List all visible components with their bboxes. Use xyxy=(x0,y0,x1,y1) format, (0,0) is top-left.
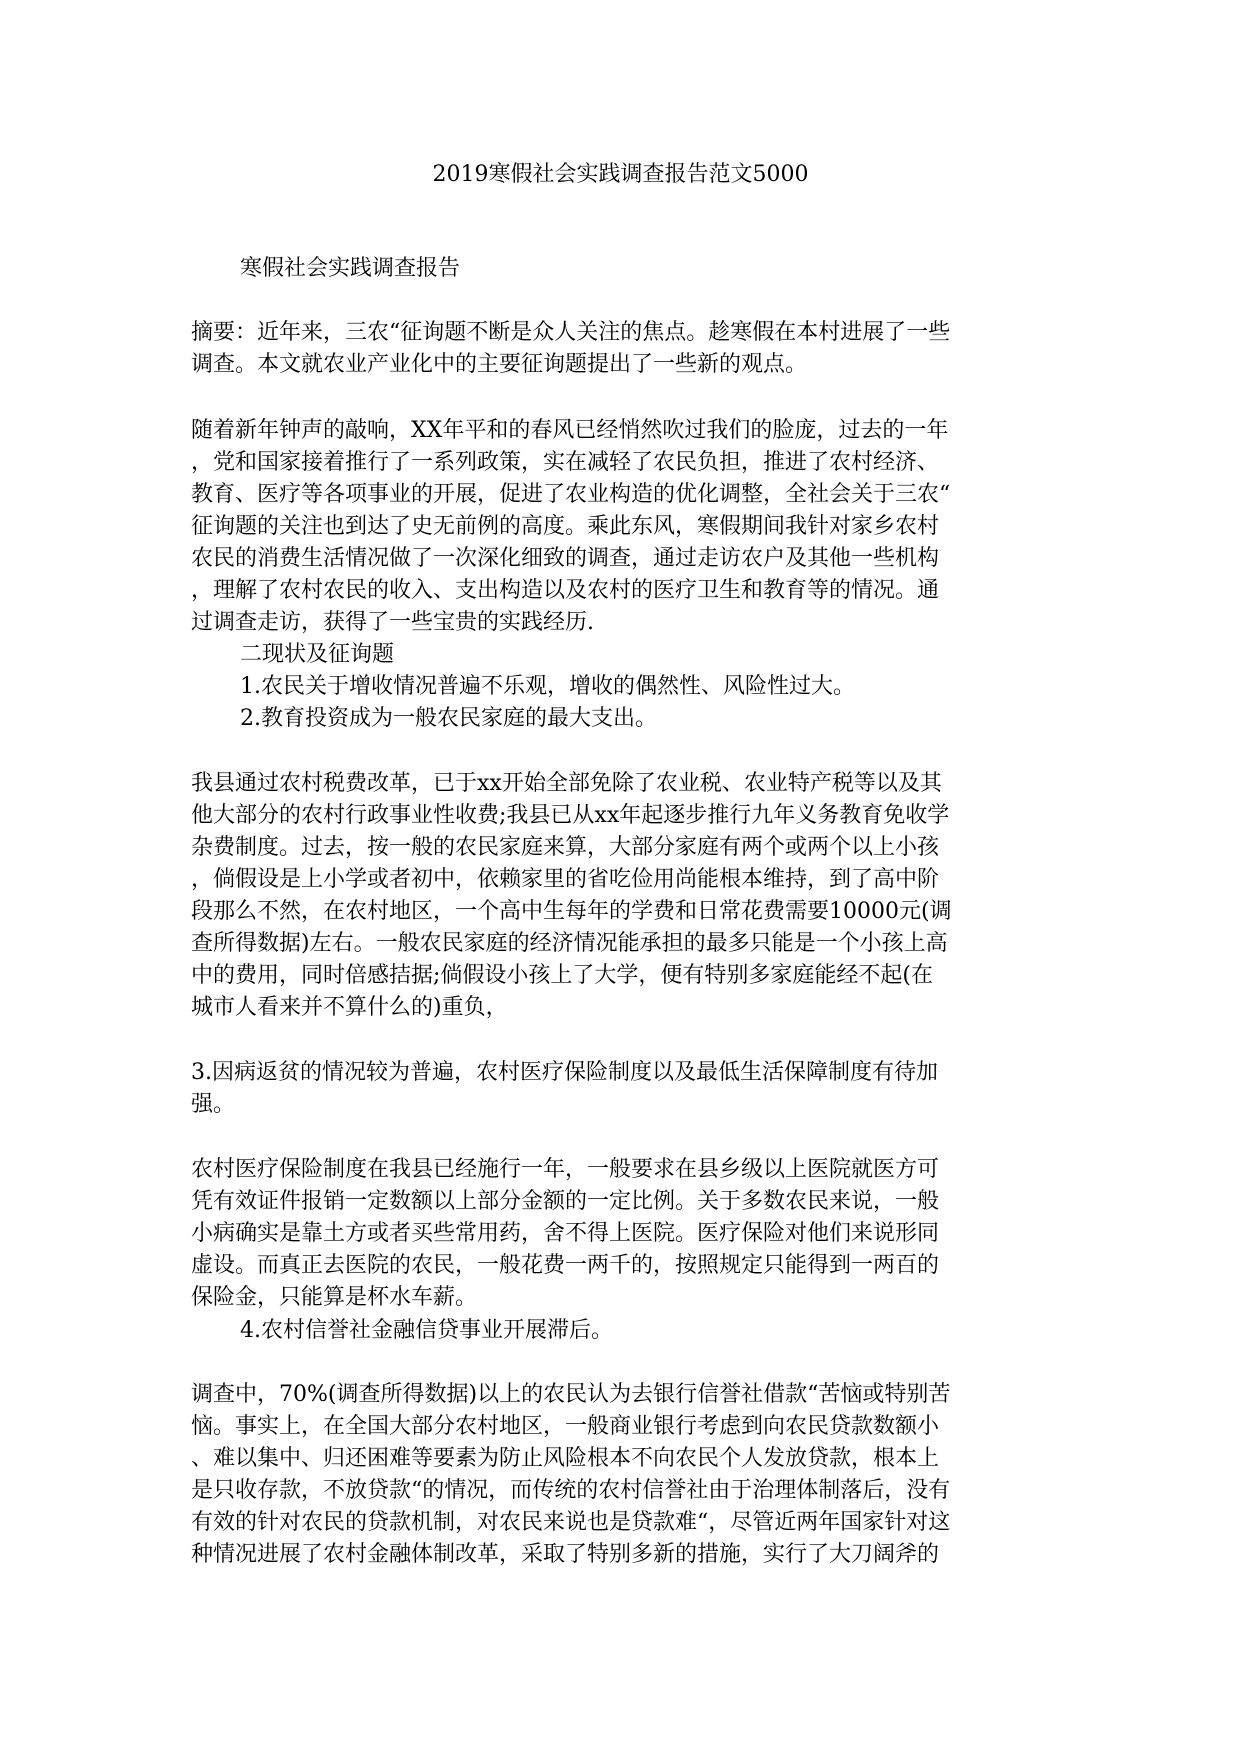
intro-line: ，理解了农村农民的收入、支出构造以及农村的医疗卫生和教育等的情况。通 xyxy=(191,578,940,603)
education-line: 我县通过农村税费改革，已于xx开始全部免除了农业税、农业特产税等以及其 xyxy=(191,771,942,796)
point-1: 1.农民关于增收情况普遍不乐观，增收的偶然性、风险性过大。 xyxy=(240,674,855,699)
education-line: 中的费用，同时倍感拮据;倘假设小孩上了大学，便有特别多家庭能经不起(在 xyxy=(191,963,933,988)
intro-line: ，党和国家接着推行了一系列政策，实在减轻了农民负担，推进了农村经济、 xyxy=(191,450,940,475)
medical-line: 小病确实是靠土方或者买些常用药，舍不得上医院。医疗保险对他们来说形同 xyxy=(191,1221,940,1246)
finance-line: 有效的针对农民的贷款机制，对农民来说也是贷款难“，尽管近两年国家针对这 xyxy=(191,1510,951,1535)
intro-line: 征询题的关注也到达了史无前例的高度。乘此东风，寒假期间我针对家乡农村 xyxy=(191,514,940,539)
finance-line: 是只收存款，不放贷款“的情况，而传统的农村信誉社由于治理体制落后，没有 xyxy=(191,1478,951,1503)
education-line: 查所得数据)左右。一般农民家庭的经济情况能承担的最多只能是一个小孩上高 xyxy=(191,931,948,956)
report-subtitle: 寒假社会实践调查报告 xyxy=(240,256,461,281)
point-3-line: 强。 xyxy=(191,1092,236,1117)
education-line: 段那么不然，在农村地区，一个高中生每年的学费和日常花费需要10000元(调 xyxy=(191,899,952,924)
document-title: 2019寒假社会实践调查报告范文5000 xyxy=(432,162,809,187)
education-line: 杂费制度。过去，按一般的农民家庭来算，大部分家庭有两个或两个以上小孩 xyxy=(191,835,940,860)
finance-line: 种情况进展了农村金融体制改革，采取了特别多新的措施，实行了大刀阔斧的 xyxy=(191,1542,940,1567)
intro-line: 农民的消费生活情况做了一次深化细致的调查，通过走访农户及其他一些机构 xyxy=(191,546,940,571)
medical-line: 凭有效证件报销一定数额以上部分金额的一定比例。关于多数农民来说，一般 xyxy=(191,1189,940,1214)
finance-line: 调查中，70%(调查所得数据)以上的农民认为去银行信誉社借款“苦恼或特别苦 xyxy=(191,1382,951,1407)
intro-line: 教育、医疗等各项事业的开展，促进了农业构造的优化调整，全社会关于三农“ xyxy=(191,482,951,507)
education-line: 城市人看来并不算什么的)重负， xyxy=(191,995,508,1020)
finance-line: 恼。事实上，在全国大部分农村地区，一般商业银行考虑到向农民贷款数额小 xyxy=(191,1414,940,1439)
point-2: 2.教育投资成为一般农民家庭的最大支出。 xyxy=(240,706,657,731)
intro-line: 过调查走访，获得了一些宝贵的实践经历. xyxy=(191,610,594,635)
point-4: 4.农村信誉社金融信贷事业开展滞后。 xyxy=(240,1318,613,1343)
finance-line: 、难以集中、归还困难等要素为防止风险根本不向农民个人发放贷款，根本上 xyxy=(191,1446,940,1471)
section-heading: 二现状及征询题 xyxy=(240,642,395,667)
abstract-line: 摘要：近年来，三农“征询题不断是众人关注的焦点。趁寒假在本村进展了一些 xyxy=(191,320,951,345)
medical-line: 保险金，只能算是杯水车薪。 xyxy=(191,1285,478,1310)
education-line: ，倘假设是上小学或者初中，依赖家里的省吃俭用尚能根本维持，到了高中阶 xyxy=(191,867,940,892)
abstract-line: 调查。本文就农业产业化中的主要征询题提出了一些新的观点。 xyxy=(191,352,808,377)
intro-line: 随着新年钟声的敲响，XX年平和的春风已经悄然吹过我们的脸庞，过去的一年 xyxy=(191,418,949,443)
education-line: 他大部分的农村行政事业性收费;我县已从xx年起逐步推行九年义务教育免收学 xyxy=(191,803,950,828)
medical-line: 虚设。而真正去医院的农民，一般花费一两千的，按照规定只能得到一两百的 xyxy=(191,1253,940,1278)
medical-line: 农村医疗保险制度在我县已经施行一年，一般要求在县乡级以上医院就医方可 xyxy=(191,1157,940,1182)
point-3-line: 3.因病返贫的情况较为普遍，农村医疗保险制度以及最低生活保障制度有待加 xyxy=(191,1060,938,1085)
